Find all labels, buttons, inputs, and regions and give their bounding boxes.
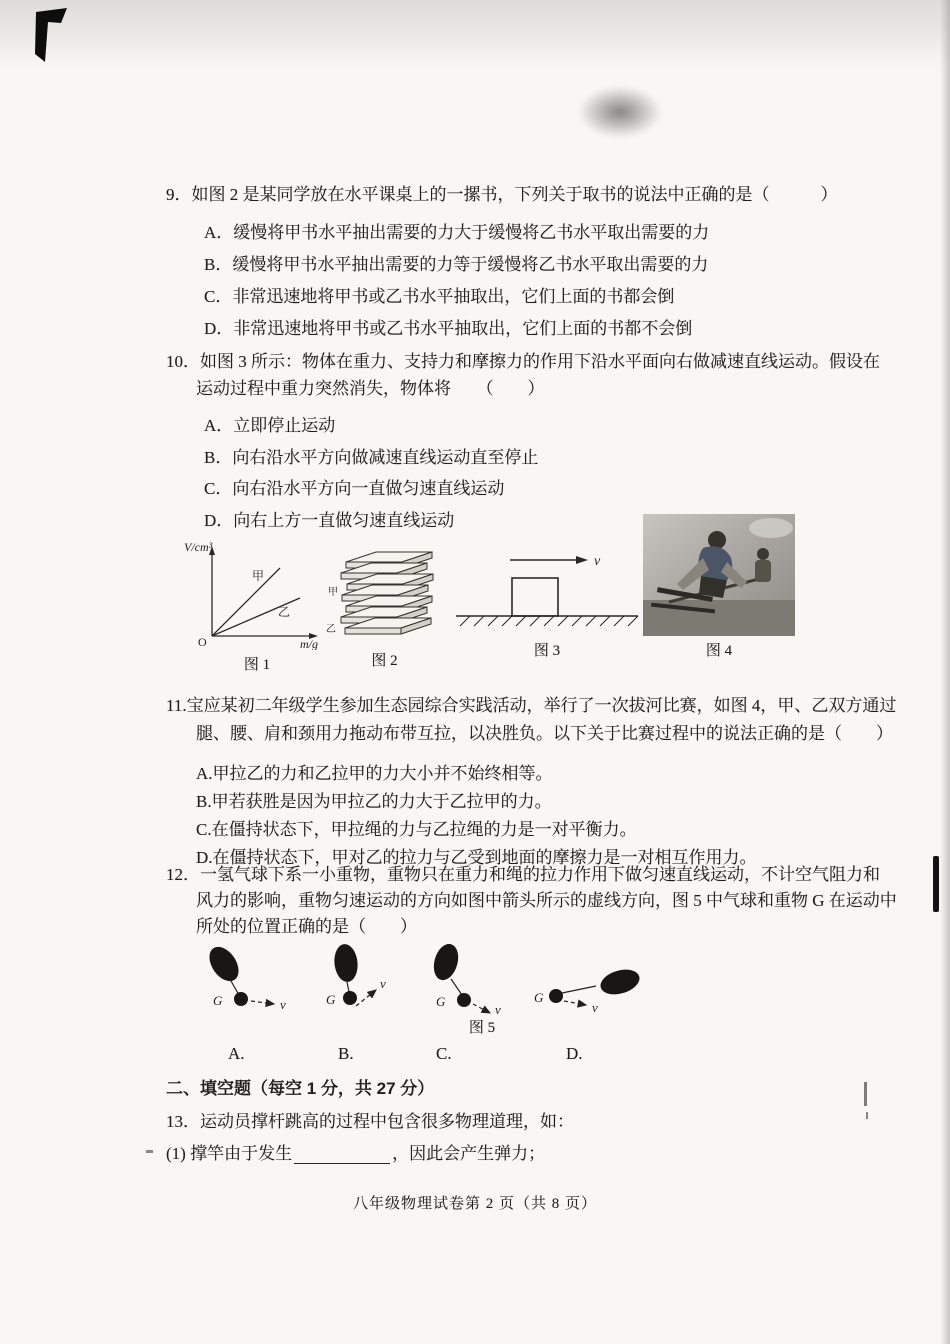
question-11-option-b: B.甲若获胜是因为甲拉乙的力大于乙拉甲的力。 <box>196 792 552 811</box>
question-12-stem-line3: 所处的位置正确的是（ ） <box>196 917 417 936</box>
question-12-stem-line1: 12．一氢气球下系一小重物，重物只在重力和绳的拉力作用下做匀速直线运动，不计空气阻力和 <box>166 865 880 884</box>
answer-blank <box>294 1149 390 1164</box>
fig5-c-velocity-label: v <box>495 1002 501 1016</box>
question-10-stem-line2: 运动过程中重力突然消失，物体将 （ ） <box>196 379 545 398</box>
figure-4 <box>643 514 795 661</box>
section-2-header: 二、填空题（每空 1 分，共 27 分） <box>166 1079 435 1098</box>
fig1-origin-label: O <box>198 635 207 649</box>
fig1-x-axis-label: m/g <box>300 637 318 650</box>
fig1-line-yi-label: 乙 <box>278 605 291 619</box>
question-13-sub1-post: ，因此会产生弹力； <box>392 1144 546 1163</box>
figure-1 <box>182 538 332 675</box>
figure-3-caption: 图 3 <box>533 643 561 659</box>
fig3-velocity-label: v <box>594 554 601 569</box>
question-11-option-a: A.甲拉乙的力和乙拉甲的力大小并不始终相等。 <box>196 764 553 783</box>
figure-1-caption: 图 1 <box>243 657 271 673</box>
scan-right-black-bar <box>933 856 939 912</box>
question-9-option-c: C．非常迅速地将甲书或乙书水平抽取出，它们上面的书都会倒 <box>204 287 675 306</box>
fig1-y-axis-label: V/cm³ <box>184 540 213 554</box>
question-9 <box>166 180 838 345</box>
question-10 <box>166 348 880 536</box>
question-13-sub1-pre: (1) 撑竿由于发生 <box>166 1144 293 1163</box>
question-10-option-d: D．向右上方一直做匀速直线运动 <box>204 510 455 530</box>
scan-right-edge-shade <box>940 0 950 1344</box>
figure-5-caption: 图 5 <box>468 1020 496 1036</box>
question-12-stem-line2: 风力的影响，重物匀速运动的方向如图中箭头所示的虚线方向，图 5 中气球和重物 G 在运动中 <box>196 891 897 910</box>
question-10-stem-line1: 10．如图 3 所示：物体在重力、支持力和摩擦力的作用下沿水平面向右做减速直线运动。假设在 <box>166 352 880 371</box>
figure-2-books <box>322 546 447 646</box>
question-11-option-c: C.在僵持状态下，甲拉绳的力与乙拉绳的力是一对平衡力。 <box>196 820 637 839</box>
question-10-option-a: A．立即停止运动 <box>204 416 336 435</box>
fig5-option-b-drawing <box>326 944 386 1007</box>
fig5-choice-d: D. <box>566 1044 583 1063</box>
fig5-option-a-drawing <box>203 944 286 1012</box>
fig5-option-d-drawing <box>534 965 642 1015</box>
fig5-choice-b: B. <box>338 1044 354 1063</box>
question-11-stem-line2: 腿、腰、肩和颈用力拖动布带互拉，以决胜负。以下关于比赛过程中的说法正确的是（ ） <box>196 724 893 743</box>
figure-5-options <box>190 944 710 1016</box>
fig5-d-velocity-label: v <box>592 1000 598 1015</box>
figure-2 <box>322 546 447 671</box>
fig5-a-velocity-label: v <box>280 997 286 1012</box>
scan-smudge <box>578 86 662 138</box>
question-11-option-d: D.在僵持状态下，甲对乙的拉力与乙受到地面的摩擦力是一对相互作用力。 <box>196 848 757 867</box>
scan-left-dash <box>146 1150 153 1153</box>
scan-corner-mark <box>32 6 70 64</box>
scan-right-mark-small <box>866 1112 868 1119</box>
fig5-a-weight-label: G <box>213 993 223 1008</box>
question-9-option-b: B．缓慢将甲书水平抽出需要的力等于缓慢将乙书水平取出需要的力 <box>204 255 709 274</box>
question-11-stem-line1: 11.宝应某初二年级学生参加生态园综合实践活动，举行了一次拔河比赛，如图 4，甲、乙双方通过 <box>166 696 897 715</box>
question-13-stem: 13．运动员撑杆跳高的过程中包含很多物理道理，如： <box>166 1112 574 1131</box>
scan-top-shade <box>0 0 950 70</box>
page-footer: 八年级物理试卷第 2 页（共 8 页） <box>352 1196 597 1212</box>
figure-3-block <box>452 544 642 636</box>
figure-2-caption: 图 2 <box>371 653 398 669</box>
question-11 <box>166 692 896 872</box>
question-12 <box>166 862 897 940</box>
figure-1-graph <box>182 538 332 650</box>
figure-4-caption: 图 4 <box>705 643 733 659</box>
scan-right-mark <box>864 1082 867 1106</box>
fig5-option-c-drawing <box>430 944 501 1016</box>
fig5-choice-a: A. <box>228 1044 245 1063</box>
question-10-option-b: B．向右沿水平方向做减速直线运动直至停止 <box>204 447 539 467</box>
fig5-b-weight-label: G <box>326 992 336 1007</box>
question-10-option-c: C．向右沿水平方向一直做匀速直线运动 <box>204 479 505 498</box>
figure-3 <box>452 544 642 661</box>
fig2-book-yi-label: 乙 <box>326 624 336 635</box>
question-9-option-d: D．非常迅速地将甲书或乙书水平抽取出，它们上面的书都不会倒 <box>204 319 693 338</box>
fig5-d-weight-label: G <box>534 990 544 1005</box>
fig1-line-jia-label: 甲 <box>252 569 265 583</box>
question-9-stem: 9．如图 2 是某同学放在水平课桌上的一摞书，下列关于取书的说法中正确的是（ ） <box>166 185 838 204</box>
fig5-b-velocity-label: v <box>380 976 386 991</box>
question-9-option-a: A．缓慢将甲书水平抽出需要的力大于缓慢将乙书水平取出需要的力 <box>204 223 710 242</box>
fig5-c-weight-label: G <box>436 994 446 1009</box>
fig5-choice-c: C. <box>436 1044 452 1063</box>
fig2-book-jia-label: 甲 <box>328 587 338 598</box>
question-13-sub1 <box>166 1140 545 1168</box>
tug-of-war-photo <box>643 514 795 636</box>
